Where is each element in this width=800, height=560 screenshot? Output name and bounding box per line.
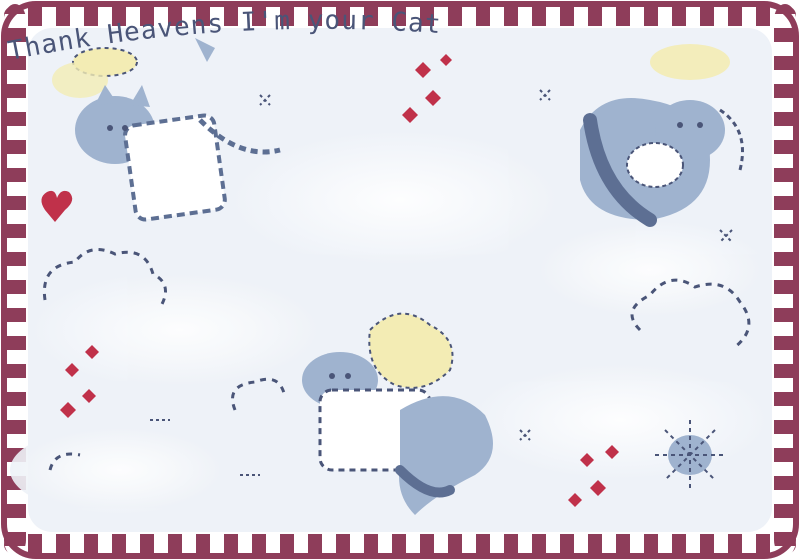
caption-textpath: Thank Heavens I'm your Cat <box>5 5 443 67</box>
halo-icon <box>650 44 730 80</box>
